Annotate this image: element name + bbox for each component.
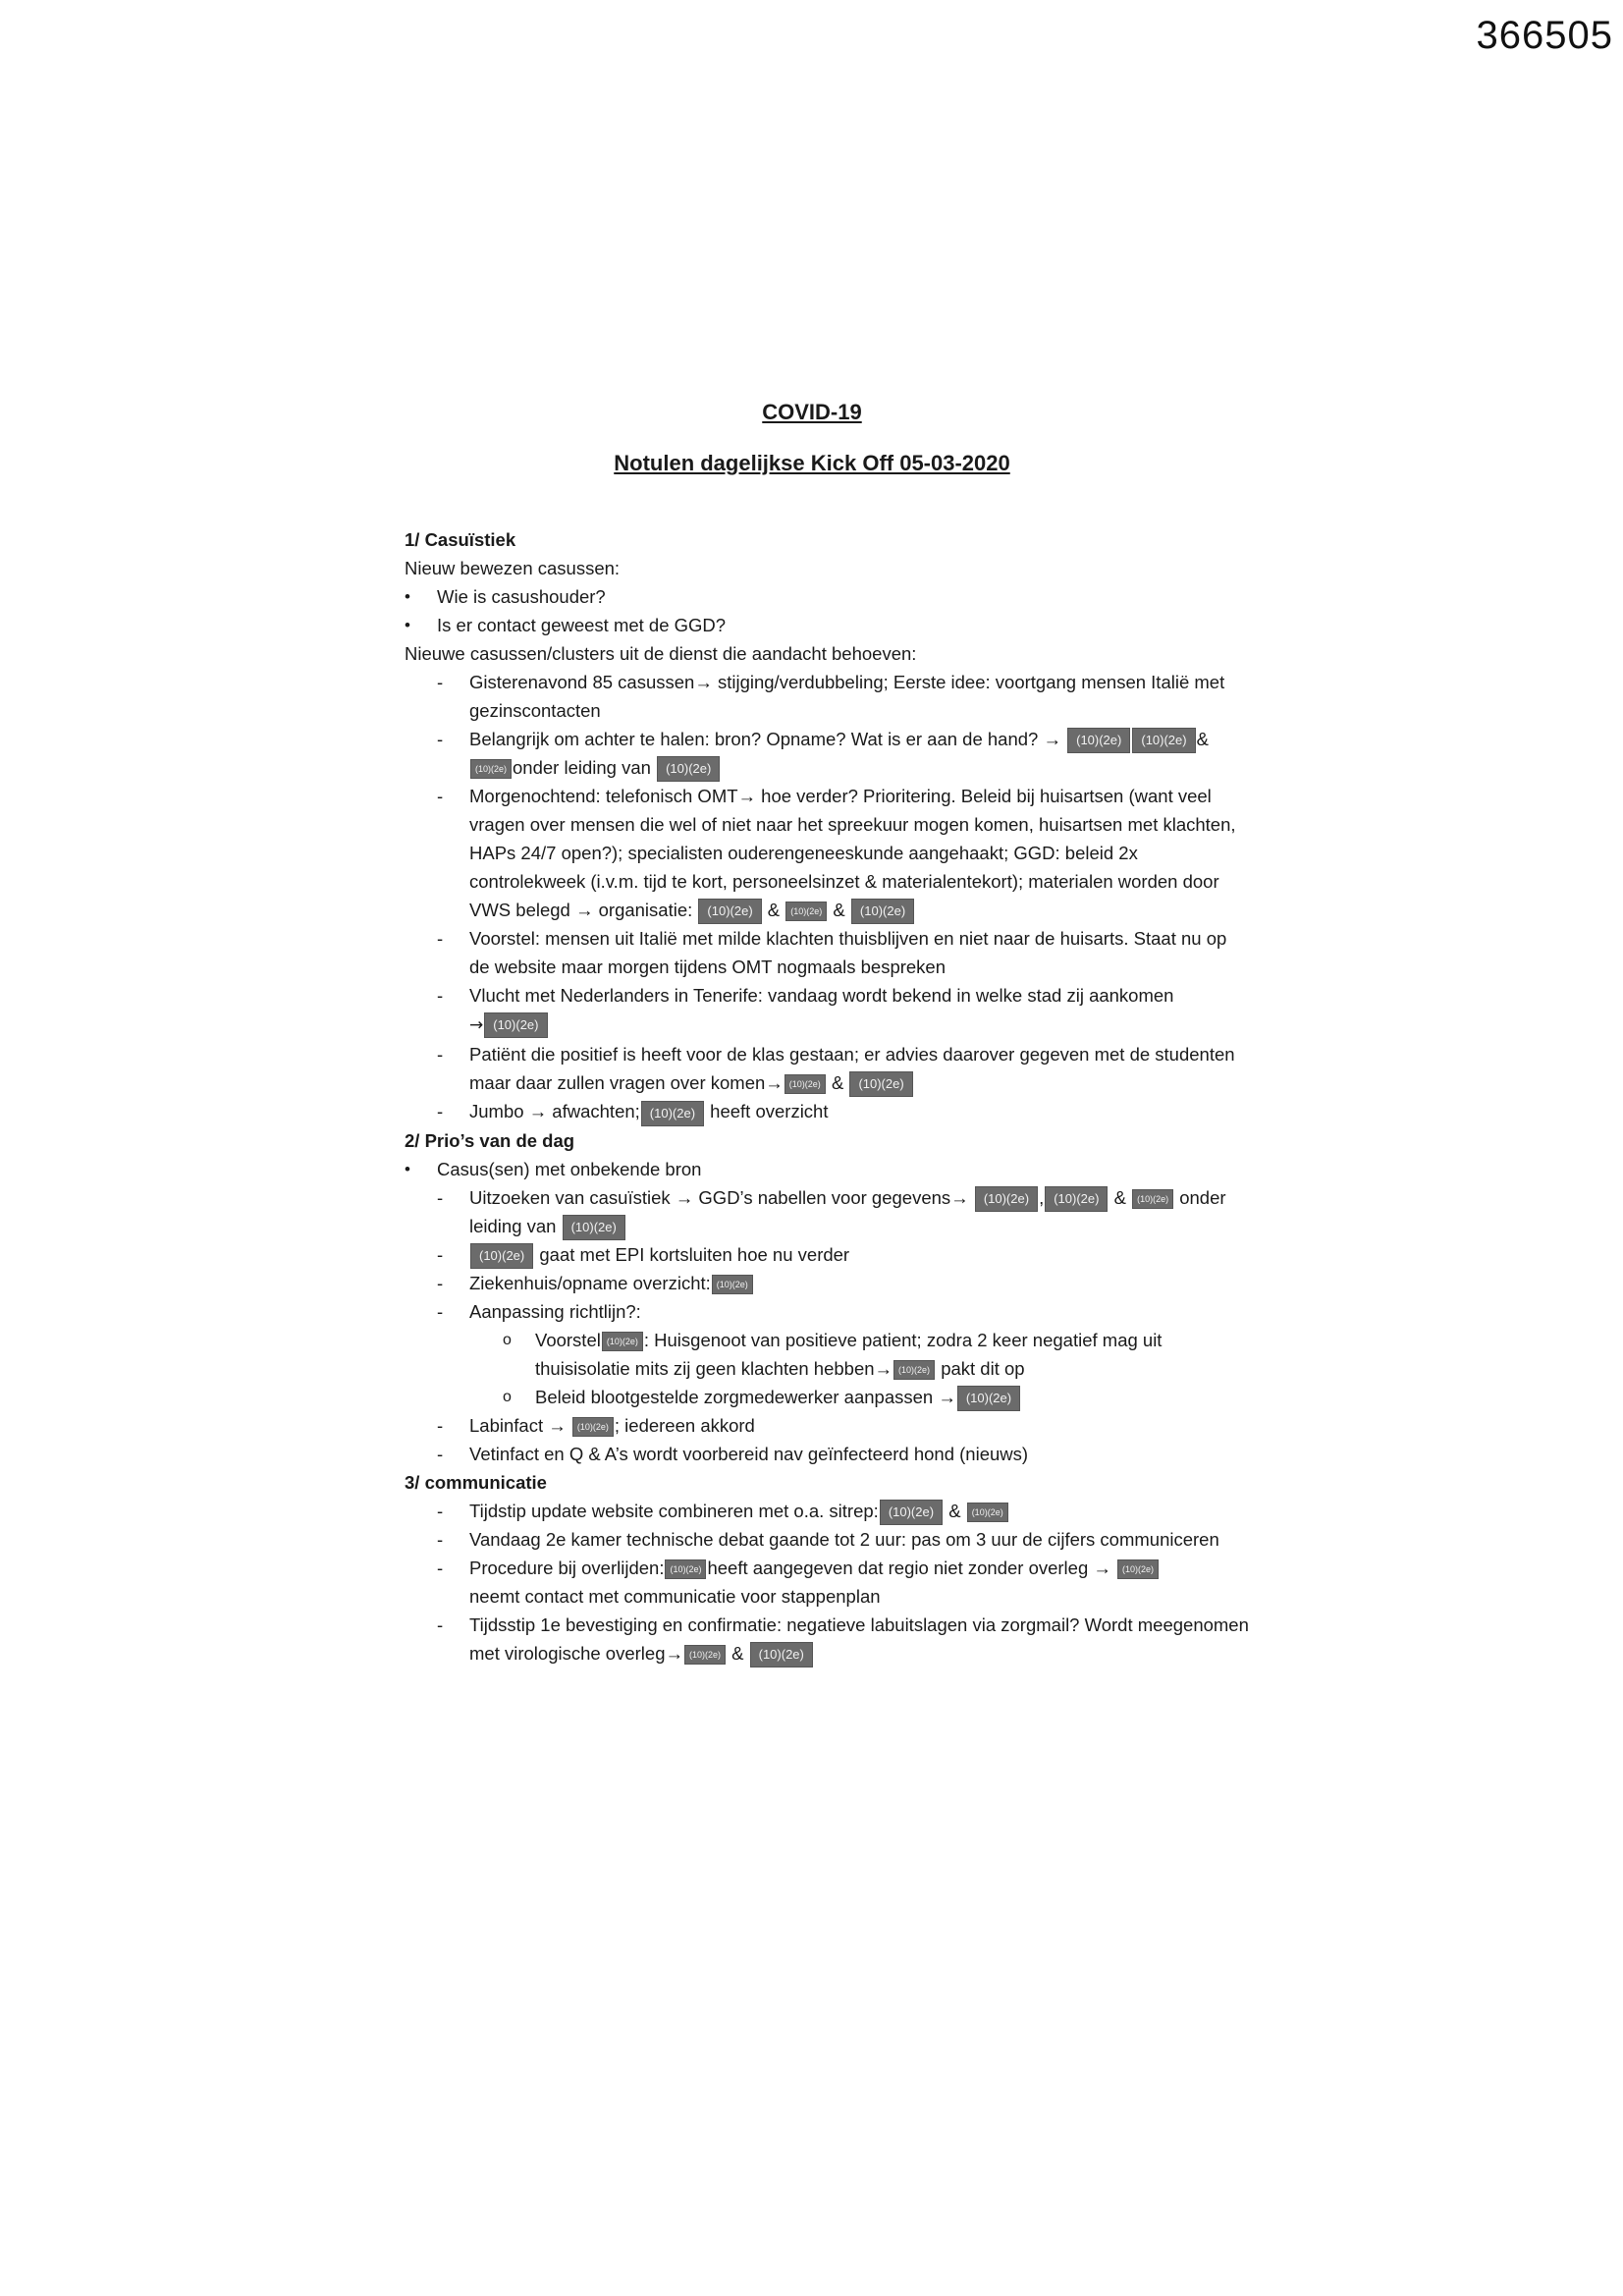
dash-item: - Voorstel: mensen uit Italië met milde klachten thuisblijven en niet naar de huisarts. Staat nu op de website maar morgen tijdens OMT nogmaals bespreken	[405, 924, 1249, 981]
section-heading-communicatie: 3/ communicatie	[405, 1471, 547, 1493]
bullet-item: • Casus(sen) met onbekende bron	[405, 1155, 1249, 1183]
item-text: heeft aangegeven dat regio niet zonder overleg →	[707, 1558, 1111, 1579]
redaction-box: (10)(2e)	[1132, 728, 1195, 753]
dash-item: - Uitzoeken van casuïstiek → GGD’s nabellen voor gegevens→ (10)(2e) , (10)(2e) & (10)(2e) onder leiding van (10)(2e)	[405, 1183, 1249, 1240]
bullet-item: • Is er contact geweest met de GGD?	[405, 611, 1249, 639]
redaction-box: (10)(2e)	[750, 1642, 813, 1667]
paragraph: Nieuwe casussen/clusters uit de dienst die aandacht behoeven:	[405, 643, 917, 664]
item-text: gaat met EPI kortsluiten hoe nu verder	[539, 1243, 850, 1265]
redaction-box: (10)(2e)	[1045, 1186, 1108, 1212]
dash-item	[405, 1269, 1249, 1297]
redaction-box: (10)(2e)	[698, 899, 761, 924]
redaction-box: (10)(2e)	[665, 1559, 706, 1579]
redaction-box: (10)(2e)	[657, 756, 720, 782]
dash-item: - Tijdsstip 1e bevestiging en confirmatie: negatieve labuitslagen via zorgmail? Wordt meegenomen met virologische overleg→ (10)(2e) & (10)(2e)	[405, 1611, 1249, 1667]
item-text: : Huisgenoot van positieve patient; zodra 2 keer negatief mag uit thuisisolatie mits zij geen klachten hebben→	[535, 1329, 1163, 1379]
redaction-box: (10)(2e)	[470, 1243, 533, 1269]
item-text: Morgenochtend: telefonisch OMT→ hoe verder? Prioritering. Beleid bij huisartsen (want veel vragen over mensen die wel of niet naar het spreekuur mogen komen, huisartsen met klachten, HAPs 24/7 open?); specialisten ouderengeneeskunde aangehaakt; GGD: beleid 2x controlekweek (i.v.m. tijd te kort, personeelsinzet & materialentekort); materialen worden door VWS belegd → organisatie:	[469, 786, 1236, 921]
item-text: Jumbo → afwachten;	[469, 1101, 640, 1122]
redaction-box: (10)(2e)	[851, 899, 914, 924]
dash-item: - Tijdstip update website combineren met o.a. sitrep: (10)(2e) & (10)(2e)	[405, 1497, 1249, 1525]
item-text: neemt contact met communicatie voor stappenplan	[469, 1586, 881, 1608]
minutes-body	[405, 525, 1249, 1667]
dash-item: - Aanpassing richtlijn?:	[405, 1297, 1249, 1326]
dash-item: - Gisterenavond 85 casussen→ stijging/verdubbeling; Eerste idee: voortgang mensen Italië met gezinscontacten	[405, 668, 1249, 725]
item-text: Procedure bij overlijden:	[469, 1558, 665, 1579]
redaction-box: (10)(2e)	[602, 1332, 643, 1351]
redaction-box: (10)(2e)	[470, 759, 512, 779]
redaction-box: (10)(2e)	[975, 1186, 1038, 1212]
sub-item	[405, 1326, 1249, 1383]
document-subtitle: Notulen dagelijkse Kick Off 05-03-2020	[614, 451, 1010, 475]
item-text: Belangrijk om achter te halen: bron? Opname? Wat is er aan de hand? →	[469, 729, 1061, 749]
item-text: Uitzoeken van casuïstiek → GGD’s nabellen voor gegevens→	[469, 1186, 969, 1208]
redaction-box: (10)(2e)	[957, 1386, 1020, 1411]
redaction-box: (10)(2e)	[784, 1074, 826, 1094]
redaction-box: (10)(2e)	[684, 1645, 726, 1665]
redaction-box: (10)(2e)	[880, 1500, 943, 1525]
redaction-box: (10)(2e)	[1132, 1189, 1173, 1209]
dash-item	[405, 981, 1249, 1040]
item-text: &	[1196, 729, 1209, 749]
redaction-box: (10)(2e)	[785, 902, 827, 921]
item-text: Tijdsstip 1e bevestiging en confirmatie: negatieve labuitslagen via zorgmail? Wordt meegenomen met virologische overleg→	[469, 1614, 1249, 1665]
dash-item	[405, 1240, 1249, 1269]
redaction-box: (10)(2e)	[572, 1417, 614, 1437]
dash-item: - Morgenochtend: telefonisch OMT→ hoe verder? Prioritering. Beleid bij huisartsen (want veel vragen over mensen die wel of niet naar het spreekuur mogen komen, huisartsen met klachten, HAPs 24/7 open?); specialisten ouderengeneeskunde aangehaakt; GGD: beleid 2x controlekweek (i.v.m. tijd te kort, personeelsinzet & materialentekort); materialen worden door VWS belegd → organisatie: (10)(2e) & (10)(2e) & (10)(2e)	[405, 782, 1249, 924]
redaction-box: (10)(2e)	[893, 1360, 935, 1380]
item-text: Tijdstip update website combineren met o.a. sitrep:	[469, 1500, 879, 1521]
dash-item: - Vandaag 2e kamer technische debat gaande tot 2 uur: pas om 3 uur de cijfers communiceren	[405, 1525, 1249, 1554]
redaction-box: (10)(2e)	[1117, 1559, 1159, 1579]
section-heading-casuistiek: 1/ Casuïstiek	[405, 529, 516, 550]
dash-item	[405, 1411, 1249, 1440]
redaction-box: (10)(2e)	[712, 1275, 753, 1294]
item-text: Voorstel	[535, 1329, 601, 1350]
item-text: Patiënt die positief is heeft voor de klas gestaan; er advies daarover gegeven met de studenten maar daar zullen vragen over komen→	[469, 1044, 1235, 1094]
item-text: onder leiding van	[513, 757, 651, 779]
item-text: onder leiding van	[469, 1186, 1226, 1236]
redaction-box: (10)(2e)	[563, 1215, 625, 1240]
item-text: heeft overzicht	[710, 1101, 829, 1122]
redaction-box: (10)(2e)	[1067, 728, 1130, 753]
item-text: Vlucht met Nederlanders in Tenerife: vandaag wordt bekend in welke stad zij aankomen	[469, 985, 1174, 1007]
section-heading-prios: 2/ Prio’s van de dag	[405, 1129, 575, 1151]
redaction-box: (10)(2e)	[967, 1503, 1008, 1522]
item-text: pakt dit op	[941, 1357, 1025, 1379]
document-title: COVID-19	[762, 400, 862, 424]
dash-item: - Vetinfact en Q & A’s wordt voorbereid nav geïnfecteerd hond (nieuws)	[405, 1440, 1249, 1468]
item-text: Beleid blootgestelde zorgmedewerker aanpassen →	[535, 1386, 956, 1407]
dash-item	[405, 1097, 1249, 1125]
document-number: 366505	[1476, 14, 1613, 57]
redaction-box: (10)(2e)	[641, 1101, 704, 1126]
sub-item	[405, 1383, 1249, 1411]
paragraph: Nieuw bewezen casussen:	[405, 558, 621, 578]
dash-item	[405, 1554, 1249, 1611]
redaction-box: (10)(2e)	[849, 1071, 912, 1097]
dash-item	[405, 725, 1249, 782]
dash-item: - Patiënt die positief is heeft voor de klas gestaan; er advies daarover gegeven met de studenten maar daar zullen vragen over komen→ (10)(2e) & (10)(2e)	[405, 1040, 1249, 1097]
arrow-icon: →	[469, 1015, 484, 1036]
item-text: Labinfact →	[469, 1414, 567, 1436]
item-text: Ziekenhuis/opname overzicht:	[469, 1272, 711, 1293]
item-text: ; iedereen akkord	[614, 1414, 755, 1436]
bullet-item: • Wie is casushouder?	[405, 582, 1249, 611]
redaction-box: (10)(2e)	[484, 1012, 547, 1038]
